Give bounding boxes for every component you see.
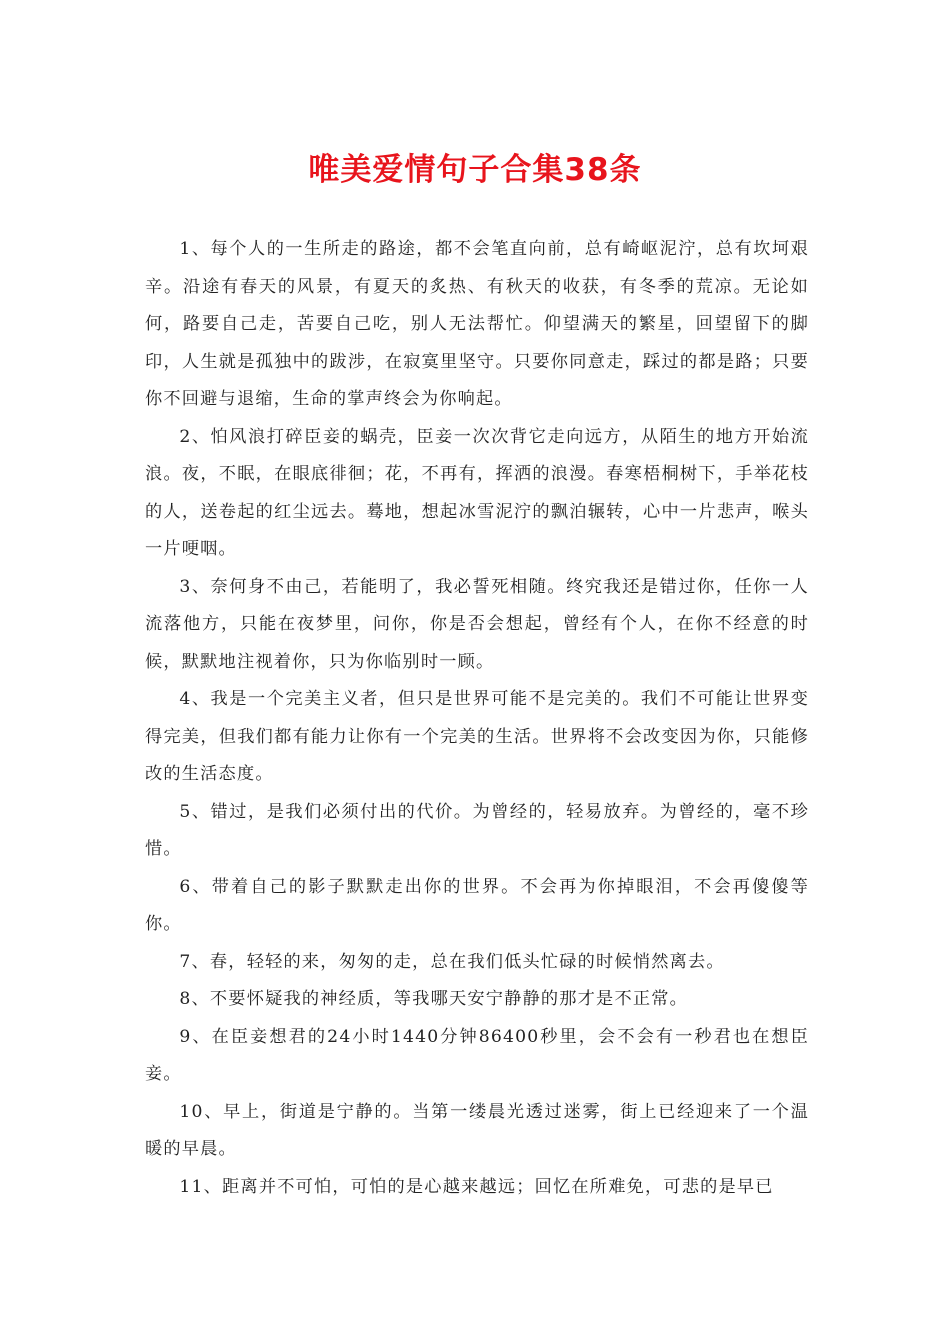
paragraph-3: 3、奈何身不由己，若能明了，我必誓死相随。终究我还是错过你，任你一人流落他方，只能在夜梦里，问你，你是否会想起，曾经有个人，在你不经意的时候，默默地注视着你，只为你临别时一顾。 [145, 576, 809, 672]
paragraph-1: 1、每个人的一生所走的路途，都不会笔直向前，总有崎岖泥泞，总有坎坷艰辛。沿途有春天的风景，有夏天的炙热、有秋天的收获，有冬季的荒凉。无论如何，路要自己走，苦要自己吃，别人无法帮忙。仰望满天的繁星，回望留下的脚印，人生就是孤独中的跋涉，在寂寞里坚守。只要你同意走，踩过的都是路；只要你不回避与退缩，生命的掌声终会为你响起。 [145, 239, 809, 409]
paragraph-6: 6、带着自己的影子默默走出你的世界。不会再为你掉眼泪，不会再傻傻等你。 [145, 876, 809, 934]
paragraph-8: 8、不要怀疑我的神经质，等我哪天安宁静静的那才是不正常。 [179, 989, 688, 1009]
paragraph-7: 7、春，轻轻的来，匆匆的走，总在我们低头忙碌的时候悄然离去。 [179, 951, 725, 972]
document-body [145, 231, 809, 1206]
document-title: 唯美爱情句子合集38条 [308, 152, 642, 188]
paragraph-4: 4、我是一个完美主义者，但只是世界可能不是完美的。我们不可能让世界变得完美，但我们都有能力让你有一个完美的生活。世界将不会改变因为你，只能修改的生活态度。 [145, 689, 809, 784]
paragraph-11: 11、距离并不可怕，可怕的是心越来越远；回忆在所难免，可悲的是早已 [179, 1176, 774, 1197]
paragraph-9: 9、在臣妾想君的24小时1440分钟86400秒里，会不会有一秒君也在想臣妾。 [145, 1026, 809, 1084]
paragraph-2: 2、怕风浪打碎臣妾的蜗壳，臣妾一次次背它走向远方，从陌生的地方开始流浪。夜，不眠，在眼底徘徊；花，不再有，挥洒的浪漫。春寒梧桐树下，手举花枝的人，送卷起的红尘远去。蓦地，想起冰雪泥泞的飘泊辗转，心中一片悲声，喉头一片哽咽。 [145, 426, 809, 559]
paragraph-5: 5、错过，是我们必须付出的代价。为曾经的，轻易放弃。为曾经的，毫不珍惜。 [145, 801, 809, 859]
paragraph-10: 10、早上，街道是宁静的。当第一缕晨光透过迷雾，街上已经迎来了一个温暖的早晨。 [145, 1101, 809, 1159]
